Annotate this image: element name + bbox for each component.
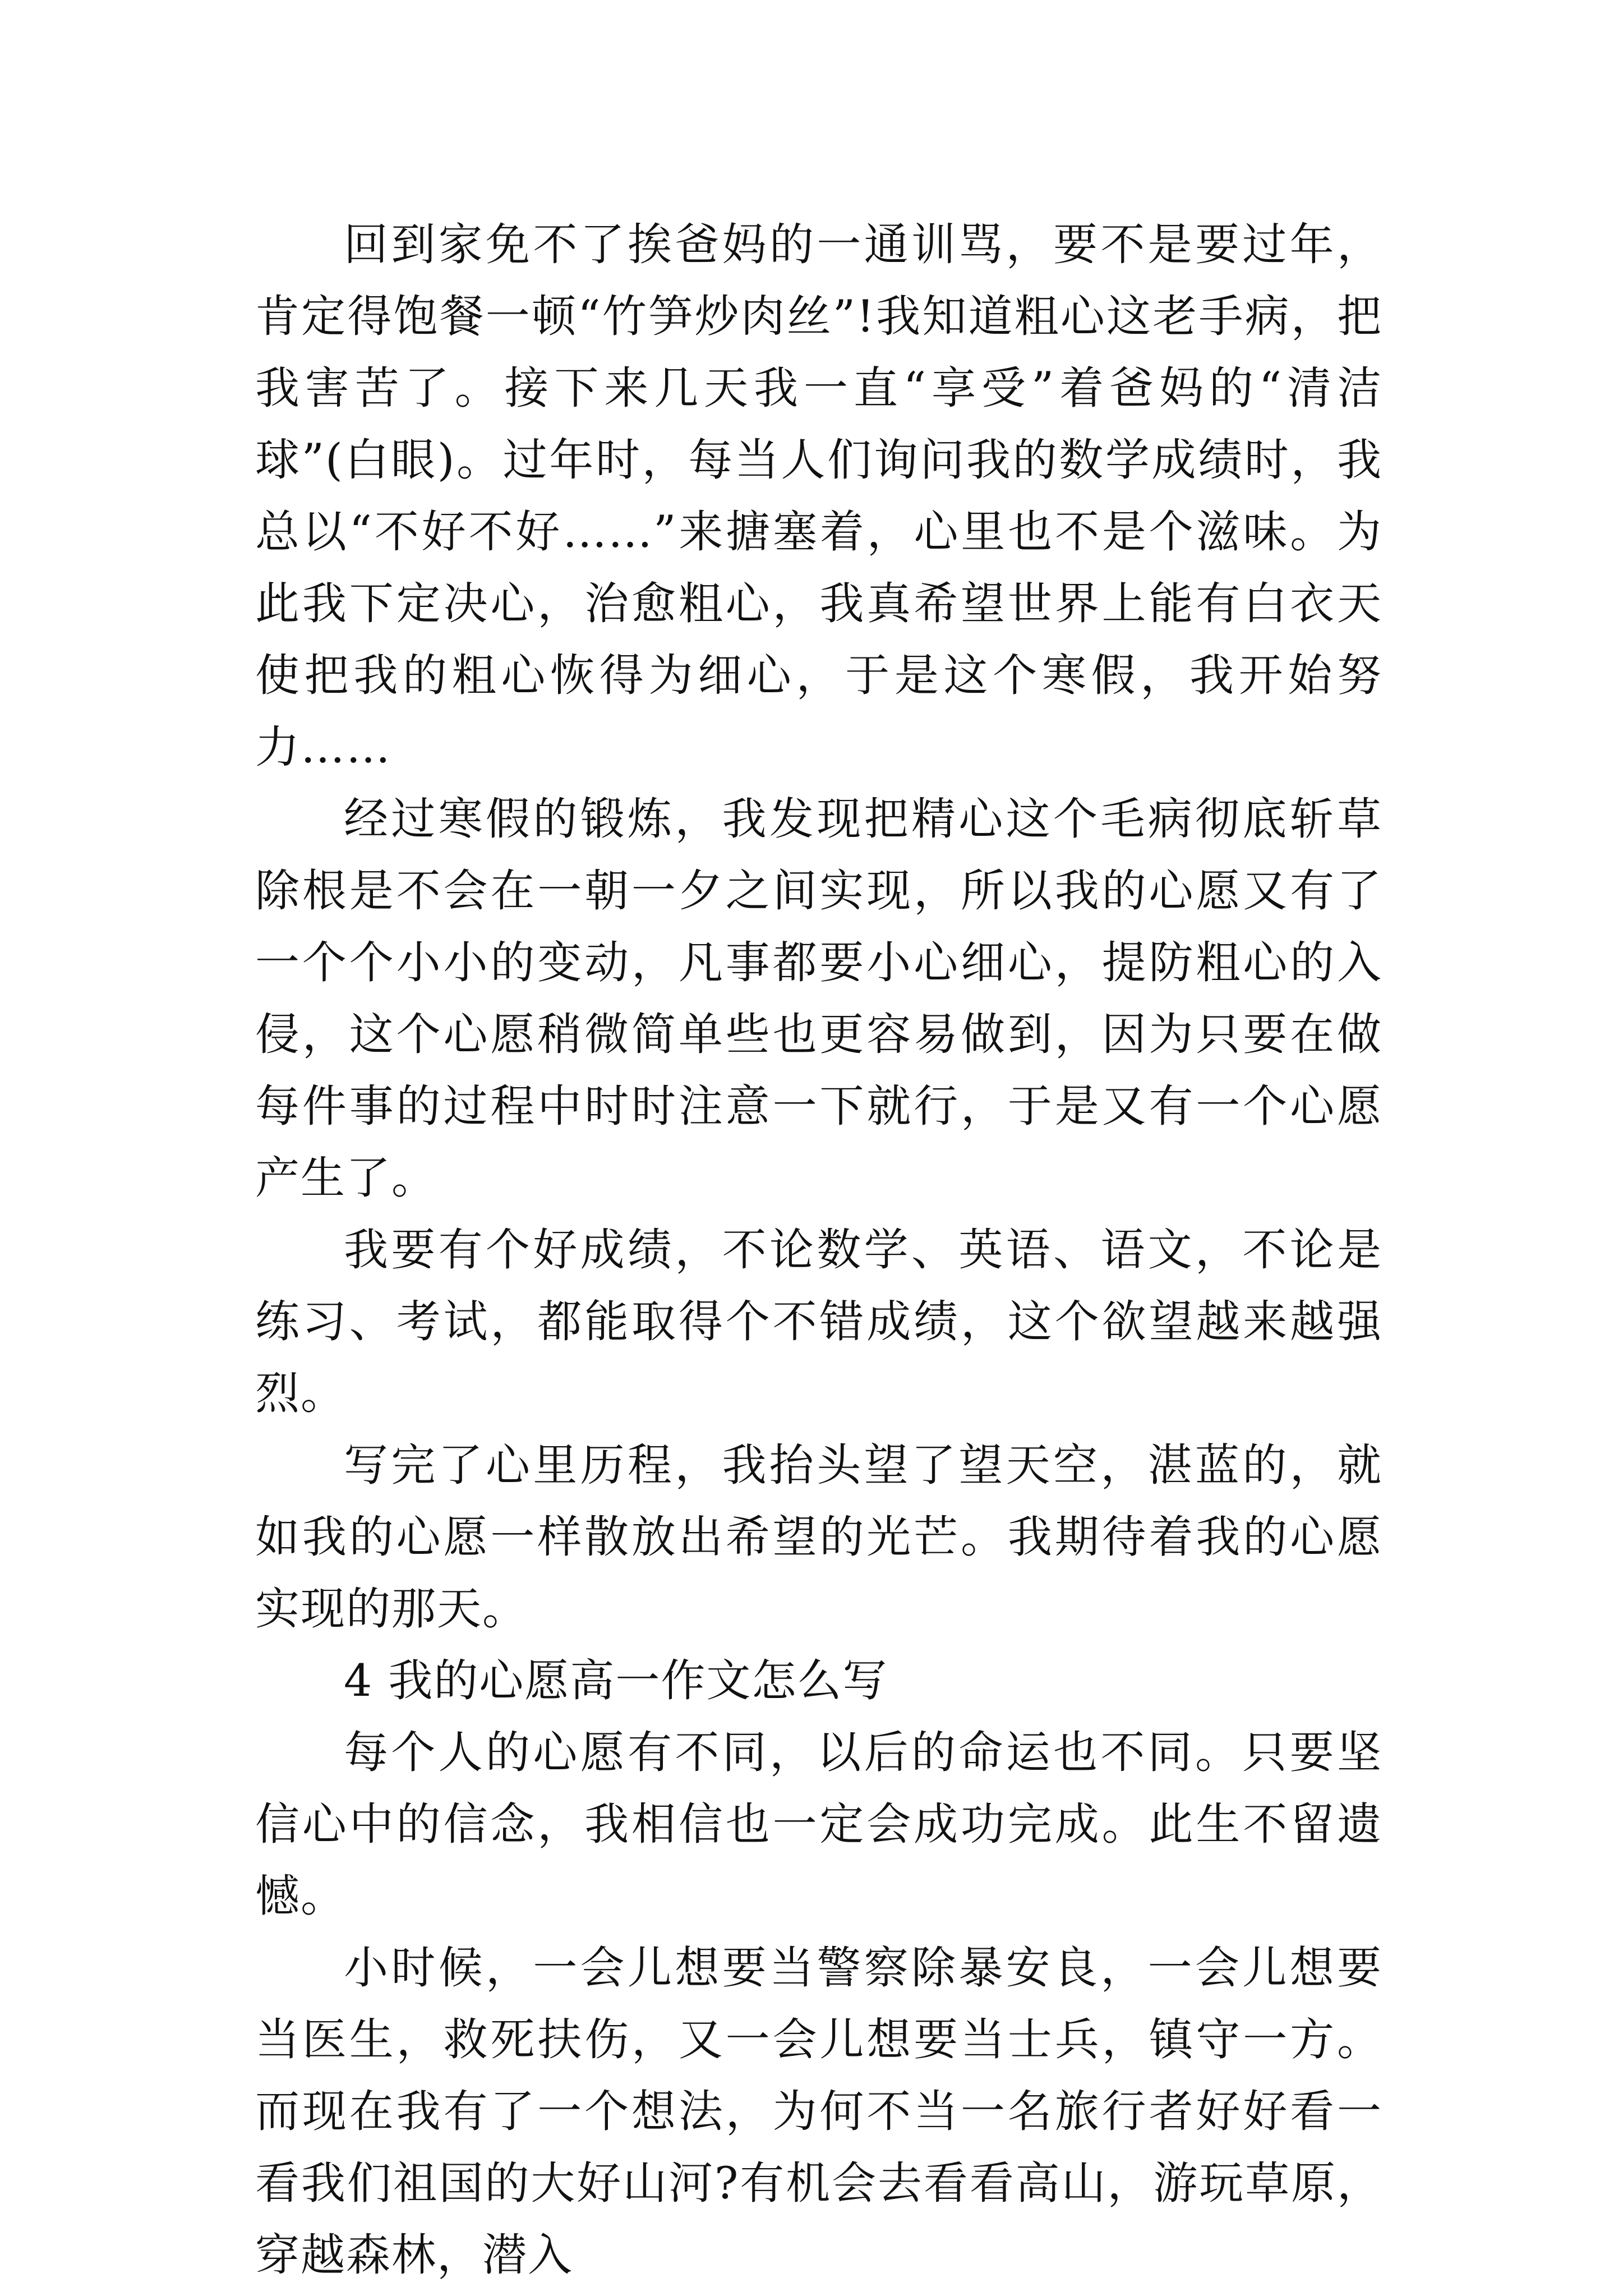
paragraph-5: 每个人的心愿有不同，以后的命运也不同。只要坚信心中的信念，我相信也一定会成功完成。此生不留遗憾。: [255, 1727, 1382, 1922]
paragraph-4: 写完了心里历程，我抬头望了望天空，湛蓝的，就如我的心愿一样散放出希望的光芒。我期待着我的心愿实现的那天。: [255, 1439, 1382, 1635]
document-body: [255, 209, 1382, 2291]
paragraph-1: 回到家免不了挨爸妈的一通训骂，要不是要过年，肯定得饱餐一顿“竹笋炒肉丝”!我知道粗心这老手病，把我害苦了。接下来几天我一直“享受”着爸妈的“清洁球”(白眼)。过年时，每当人们询问我的数学成绩时，我总以“不好不好……”来搪塞着，心里也不是个滋味。为此我下定决心，治愈粗心，我真希望世界上能有白衣天使把我的粗心恢得为细心，于是这个寒假，我开始努力……: [255, 219, 1382, 773]
paragraph-6: 小时候，一会儿想要当警察除暴安良，一会儿想要当医生，救死扶伤，又一会儿想要当士兵，镇守一方。而现在我有了一个想法，为何不当一名旅行者好好看一看我们祖国的大好山河?有机会去看看高山，游玩草原，穿越森林，潜入: [255, 1942, 1382, 2281]
paragraph-2: 经过寒假的锻炼，我发现把精心这个毛病彻底斩草除根是不会在一朝一夕之间实现，所以我的心愿又有了一个个小小的变动，凡事都要小心细心，提防粗心的入侵，这个心愿稍微简单些也更容易做到，因为只要在做每件事的过程中时时注意一下就行，于是又有一个心愿产生了。: [255, 793, 1382, 1204]
paragraph-3: 我要有个好成绩，不论数学、英语、语文，不论是练习、考试，都能取得个不错成绩，这个欲望越来越强烈。: [255, 1224, 1382, 1419]
section-heading: 4 我的心愿高一作文怎么写: [344, 1655, 888, 1706]
